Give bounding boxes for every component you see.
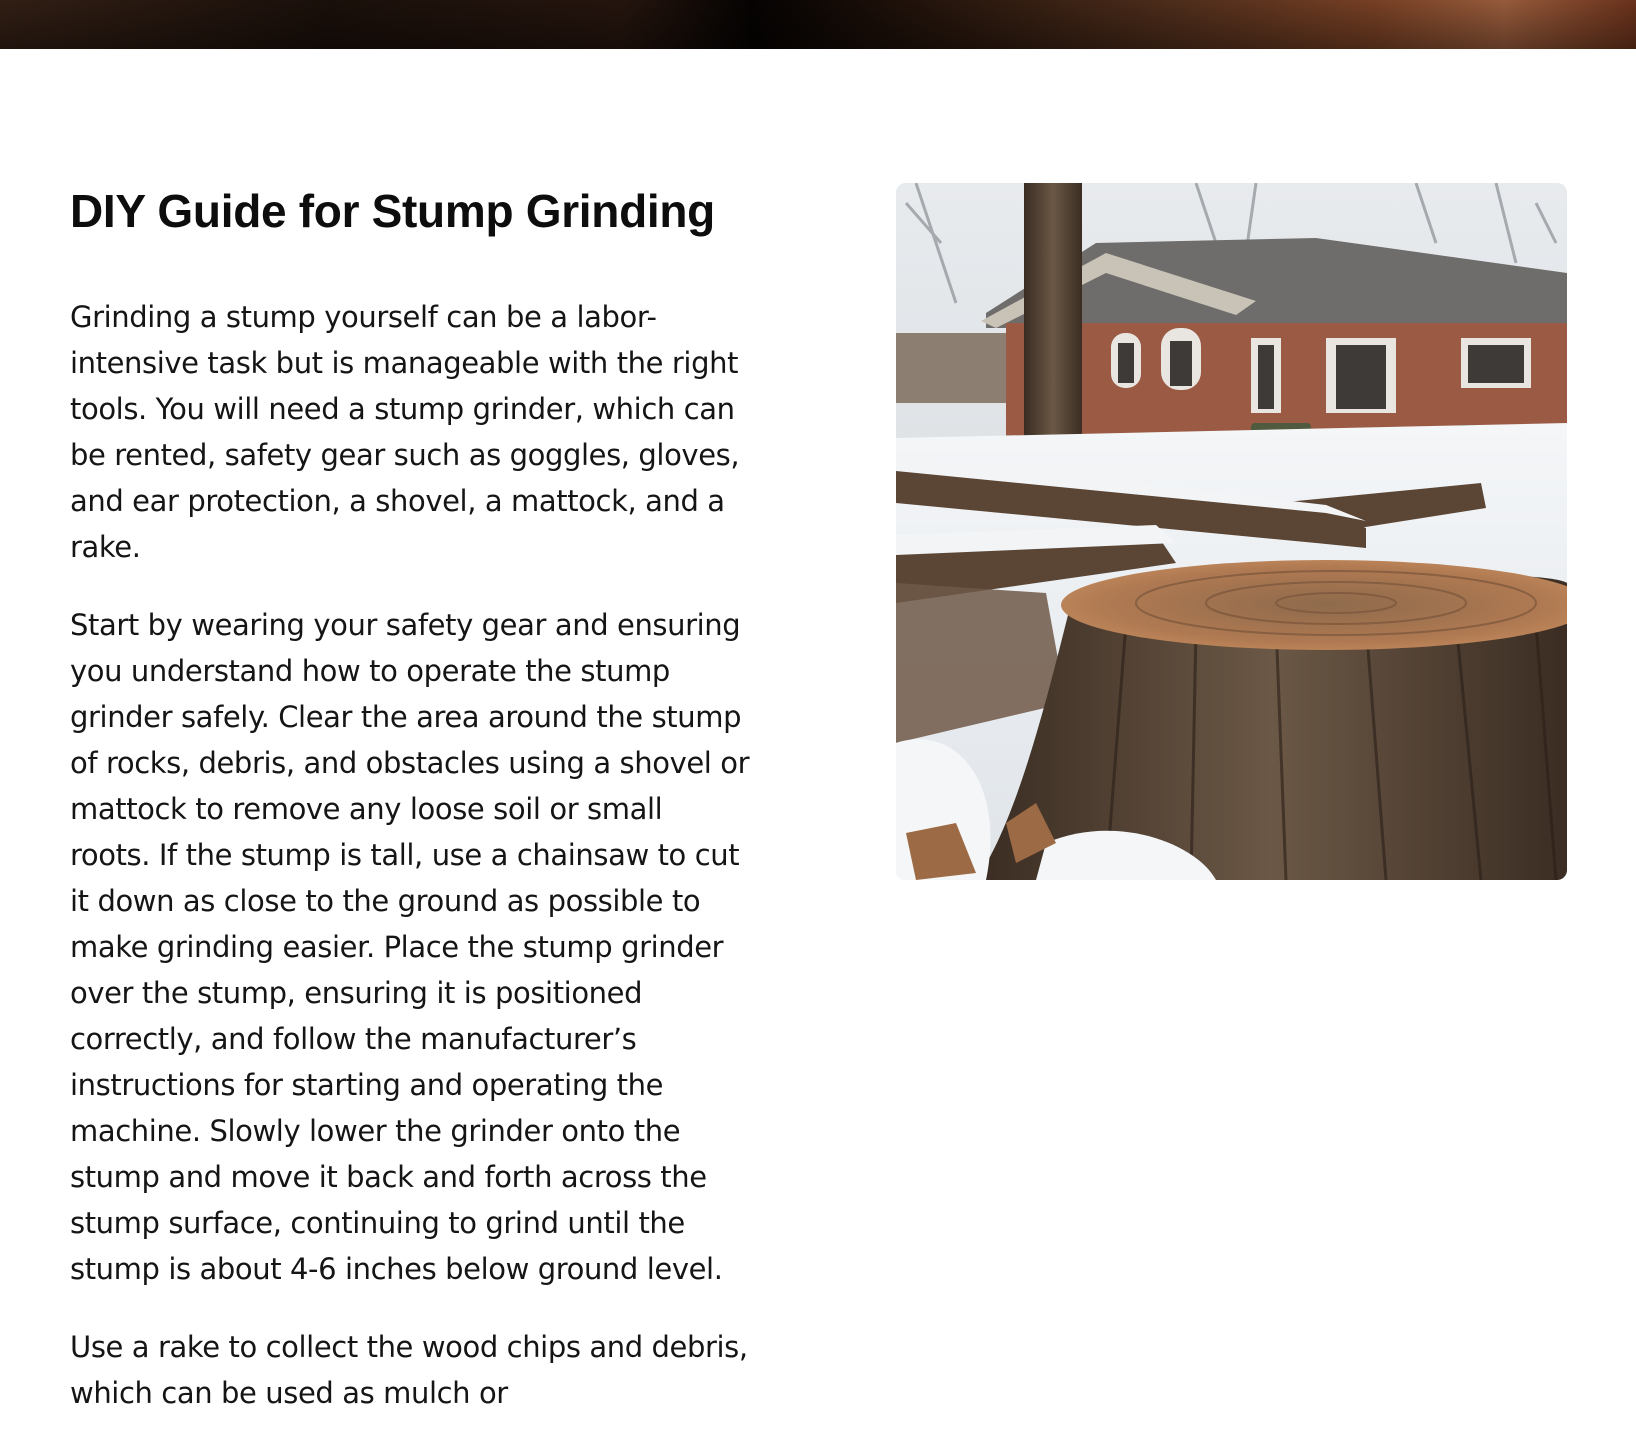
article-paragraph-tools: Grinding a stump yourself can be a labor-intensive task but is manageable with the right tools. You will need a stump grinder, which can be rented, safety gear such as goggles, gloves, and ear protection, a shovel, a mattock, and a rake.	[70, 300, 740, 564]
article-content	[70, 180, 750, 1416]
article-paragraph-steps: Start by wearing your safety gear and ensuring you understand how to operate the stump grinder safely. Clear the area around the stump of rocks, debris, and obstacles using a shovel or mattock to remove any loose soil or small roots. If the stump is tall, use a chainsaw to cut it down as close to the ground as possible to make grinding easier. Place the stump grinder over the stump, ensuring it is positioned correctly, and follow the manufacturer’s instructions for starting and operating the machine. Slowly lower the grinder onto the stump and move it back and forth across the stump surface, continuing to grind until the stump is about 4-6 inches below ground level.	[70, 608, 750, 1286]
photo-icon	[896, 183, 1567, 880]
article-paragraph-cleanup: Use a rake to collect the wood chips and debris, which can be used as mulch or	[70, 1330, 748, 1410]
page-title: DIY Guide for Stump Grinding	[70, 185, 715, 237]
stump-photo	[896, 183, 1567, 880]
top-banner-image	[0, 0, 1636, 49]
